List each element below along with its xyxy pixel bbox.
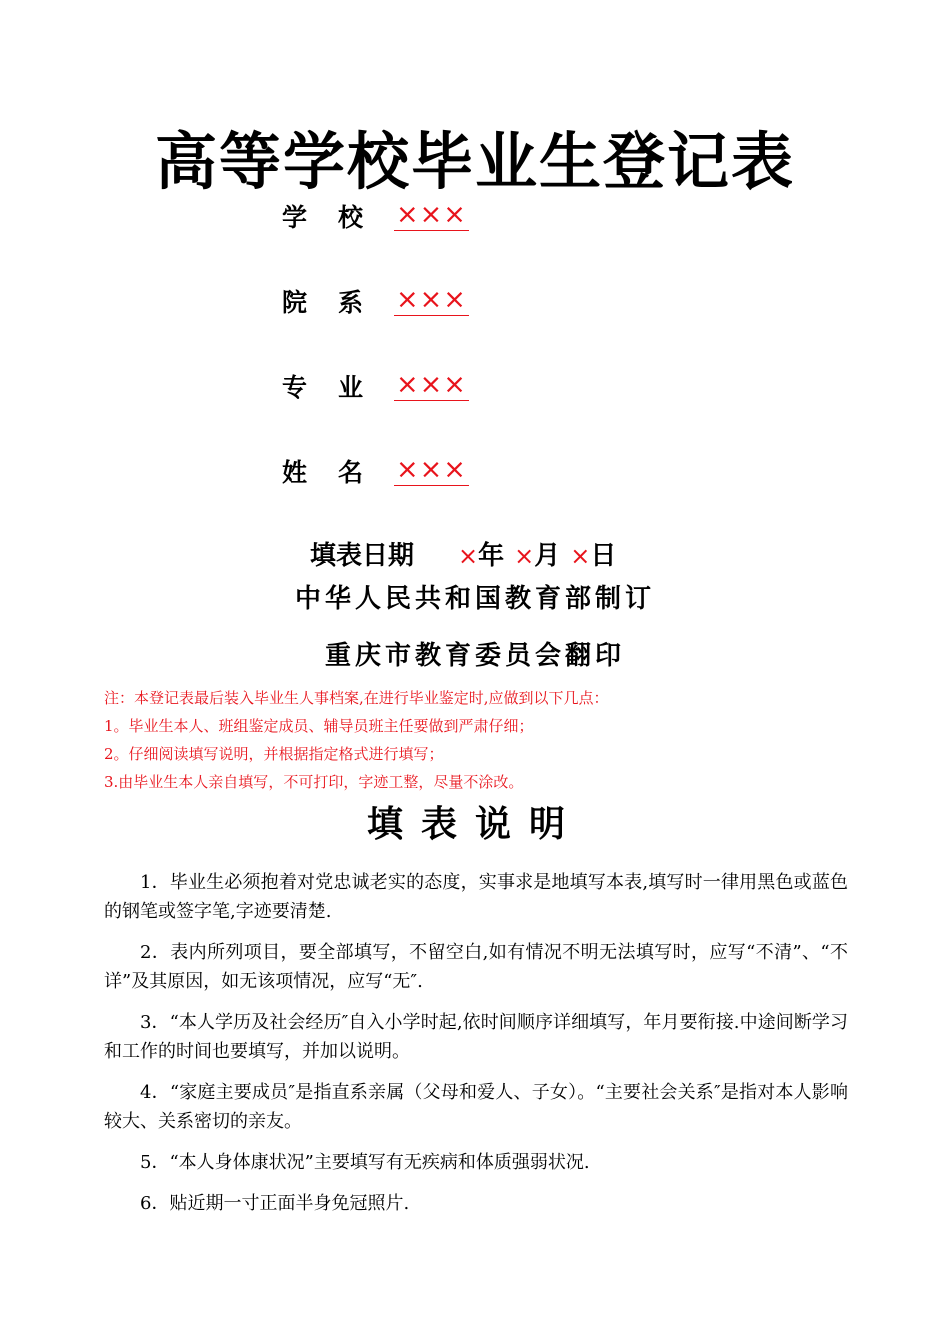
fill-date-label: 填表日期	[310, 541, 415, 571]
instruction-item: 2．表内所列项目，要全部填写，不留空白,如有情况不明无法填写时，应写“不清”、“不详”及其原因，如无该项情况，应写“无″.	[104, 942, 848, 992]
field-value: ×××	[396, 199, 467, 230]
field-label: 专业	[282, 373, 395, 402]
field-department	[282, 283, 469, 323]
field-value: ×××	[396, 454, 467, 485]
instruction-item: 1．毕业生必须抱着对党忠诚老实的态度，实事求是地填写本表,填写时一律用黑色或蓝色的钢笔或签字笔,字迹要清楚.	[104, 872, 848, 922]
year-label: 年	[478, 541, 505, 571]
note-line: 3.由毕业生本人亲自填写，不可打印，字迹工整，尽量不涂改。	[104, 773, 524, 791]
field-major	[282, 368, 469, 408]
issuer: 中华人民共和国教育部制订	[294, 584, 655, 614]
field-name	[282, 453, 469, 493]
month-label: 月	[534, 541, 561, 571]
month-mark: ×	[514, 542, 535, 570]
field-school	[282, 198, 469, 238]
day-label: 日	[590, 541, 617, 571]
note-line: 2。仔细阅读填写说明，并根据指定格式进行填写；	[104, 745, 444, 763]
instruction-item: 4．“家庭主要成员″是指直系亲属（父母和爱人、子女）。“主要社会关系″是指对本人影响较大、关系密切的亲友。	[104, 1082, 848, 1132]
note-line: 注：本登记表最后装入毕业生人事档案,在进行毕业鉴定时,应做到以下几点：	[104, 689, 609, 707]
instructions-list	[104, 868, 848, 1230]
notes-block	[104, 684, 609, 796]
field-label: 学校	[282, 203, 395, 232]
field-label: 院系	[282, 288, 395, 317]
note-line: 1。毕业生本人、班组鉴定成员、辅导员班主任要做到严肃仔细；	[104, 717, 534, 735]
fill-date	[310, 536, 616, 576]
field-label: 姓名	[282, 458, 395, 487]
field-value: ×××	[396, 369, 467, 400]
day-mark: ×	[570, 542, 591, 570]
page-title: 高等学校毕业生登记表	[154, 125, 795, 198]
field-value: ×××	[396, 284, 467, 315]
instructions-title: 填表说明	[366, 804, 583, 845]
instruction-item: 3．“本人学历及社会经历″自入小学时起,依时间顺序详细填写，年月要衔接.中途间断学习和工作的时间也要填写，并加以说明。	[104, 1012, 848, 1062]
instruction-item: 5．“本人身体康状况”主要填写有无疾病和体质强弱状况.	[140, 1152, 590, 1173]
year-mark: ×	[458, 542, 479, 570]
printer: 重庆市教育委员会翻印	[324, 641, 625, 671]
instruction-item: 6．贴近期一寸正面半身免冠照片.	[140, 1193, 410, 1214]
